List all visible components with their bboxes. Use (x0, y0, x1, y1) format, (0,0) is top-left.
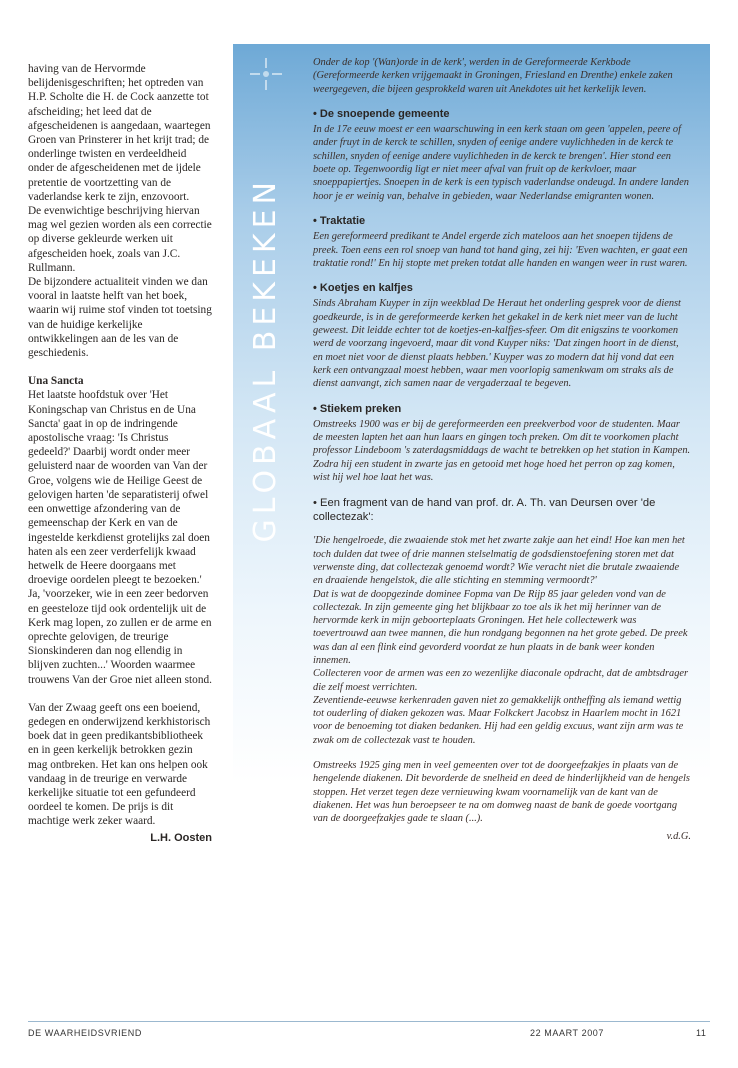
left-paragraph: De bijzondere actualiteit vinden we dan vooral in laatste helft van het boek, waarin wij ruime stof vinden tot toetsing van de huidige kerkelijke ontwikkelingen aan de les van de geschiedenis. (28, 276, 212, 360)
left-paragraph: De evenwichtige beschrijving hiervan mag wel gezien worden als een correctie op diverse gekleurde werken uit afgescheiden hoek, zoals van J.C. Rullmann. (28, 205, 212, 274)
section (313, 215, 691, 270)
left-paragraph: having van de Hervormde belijdenisgeschriften; het optreden van H.P. Scholte die H. de Cock aanzette tot afscheiding; het leed dat de afgescheidenen is aangedaan, waartegen Groen van Prinsterer in het krijt trad; de onderlinge twisten en verdeeldheid onder de afgescheidenen met de ijdele pretentie de voortzetting van de vaderlandse kerk te zijn, enzovoort. (28, 63, 211, 203)
intro-text-emphasis: Anekdotes (509, 83, 553, 95)
quote-paragraph: Collecteren voor de armen was een zo wezenlijke diaconale opdracht, dat de ambtsdrager die zelf moest verrichten. (313, 668, 689, 693)
sidebar-title-text: GLOBAAL BEKEKEN (247, 177, 283, 543)
section-heading: Una Sancta (28, 375, 84, 388)
section-title: • Koetjes en kalfjes (313, 282, 413, 295)
fragment-title: • Een fragment van de hand van prof. dr. A. Th. van Deursen over 'de collectezak': (313, 497, 656, 524)
quote-paragraph: Zeventiende-eeuwse kerkenraden gaven niet zo gemakkelijk ontheffing als iemand wettig tot ouderling of diaken gekozen was. Maar Folkckert Jacobsz in Haarlem mocht in 1621 voor de benoeming tot diaken bedanken. Hij had een geldig excuus, want zijn arm was te zwak om de collectezak vast te houden. (313, 694, 684, 746)
footer-rule (28, 1021, 710, 1022)
left-paragraph: Ja, 'voorzeker, wie in een zeer bedorven en geesteloze tijd ook ordentelijk uit de Kerk mag lopen, zo zullen er de arme en oprechte gelovigen, de treurige Sionskinderen dan nog ellendig in blijven zuchten...' Woorden waarmee trouwens Van der Groe niet alleen stond. (28, 588, 212, 686)
page-number: 11 (696, 1028, 707, 1038)
section (313, 108, 691, 203)
section (313, 282, 691, 390)
section-body: Sinds Abraham Kuyper in zijn weekblad De Heraut het onderling gesprek voor de dienst goedkeurde, is in de gereformeerde kerken het gekakel in de kerk niet meer van de lucht geweest. Dit leidde echter tot de koetjes-en-kalfjes-sfeer. Om dit enigszins te voorkomen werd de voorzang ingevoerd, maar dit vond Kuyper niks: 'Dat zingen hoort in de dienst, en moet niet voor de dienst plaats hebben.' Kuyper was zo modern dat hij vond dat een kerk een ontvangzaal moest hebben, waar men voorlopig samenkwam om straks als de dienst aanvangt, zich samen naar de vergaderzaal te begeven. (313, 298, 681, 390)
intro-paragraph (313, 56, 691, 96)
intro-text: Onder de kop '(Wan)orde in de kerk', werden in de (313, 57, 525, 68)
section-title: • De snoepende gemeente (313, 107, 450, 120)
intro-text: (Gereformeerde kerken vrijgemaakt in Groningen, Friesland en Drenthe) enkele zaken weergegeven, die bijeen gesprokkeld waren uit (313, 70, 673, 95)
footer-date: 22 MAART 2007 (530, 1028, 605, 1038)
quote-paragraph: Dat is wat de doopgezinde dominee Fopma van De Rijp 85 jaar geleden vond van de collectezak. In zijn gemeente ging het blijkbaar zo toe als ik het mij herinner van de hervormde kerk in mijn geboorteplaats Groningen. Het hele collectewerk was toevertrouwd aan twee mannen, die hun rondgang begonnen na het grote gebed. De preek was dan al een flink eind gevorderd voordat ze hun plaats in de bank weer konden innemen. (313, 588, 688, 666)
section-title: • Stiekem preken (313, 402, 402, 415)
right-column (313, 56, 691, 843)
footer-publication: DE WAARHEIDSVRIEND (28, 1028, 142, 1038)
intro-text: uit het kerkelijk leven. (552, 83, 647, 95)
intro-text-emphasis: Gereformeerde Kerkbode (524, 57, 631, 68)
left-column (28, 62, 212, 845)
sidebar-title (236, 177, 294, 543)
quote-paragraph: 'Die hengelroede, die zwaaiende stok met het zwarte zakje aan het eind! Hoe kan men het toch dulden dat twee of drie mannen stelselmatig de godsdienstoefening storen met dat verwenste ding, dat collectezak genoemd wordt? Wie veracht niet die brutale zwaaiende en draaiende hengelstok, die alle stichting en stemming vermoordt?' (313, 535, 685, 587)
section-body: In de 17e eeuw moest er een waarschuwing in een kerk staan om geen 'appelen, peere of ander fruyt in de kerck te schillen, snyden of eenige andere vuylichheden in de kerck te schillen, snyden of eenige andere vuylichheden in de kerck te brengen'. Hier stond een boete op. Tegenwoordig ligt er niet meer afval van fruit op de kerkvloer, maar snoeppapiertjes. Snoepen in de kerk is een typisch vaderlandse ondeugd. In andere landen hoor je er weinig van, behalve in gebieden, waar Nederlandse emigranten wonen. (313, 124, 689, 202)
section-body: Een gereformeerd predikant te Andel ergerde zich mateloos aan het snoepen tijdens de preek. Toen eens een rol snoep van hand tot hand ging, zei hij: 'Even wachten, er gaat een traktatie rond!' En hij stopte met preken totdat alle handen en wangen weer in rust waren. (313, 231, 688, 269)
left-paragraph: Het laatste hoofdstuk over 'Het Koningschap van Christus en de Una Sancta' gaat in op de indringende apostolische vraag: 'Is Christus gedeeld?' Daarbij wordt onder meer geluisterd naar de woorden van Van der Groe, volgens wie de Heilige Geest de gelovigen harten 'de separatisterij ofwel een onwettige afzondering van de gemeenschap der Kerk en van de ingestelde kerkdienst grotelijks zal doen haten als een zeer verderfelijk kwaad hetwelk de Heere doorgaans met droevige oordelen pleegt te bezoeken.' (28, 389, 210, 587)
ornament-icon (246, 54, 286, 94)
section (313, 403, 691, 485)
section-title: • Traktatie (313, 214, 366, 227)
section-body: Omstreeks 1900 was er bij de gereformeerden een preekverbod voor de studenten. Maar de meesten lapten het aan hun laars en gingen toch preken. Om dit te voorkomen placht professor Lindeboom 's zaterdagsmiddags de wacht te betrekken op het station in Kampen. Zodra hij een student in zwarte jas en getooid met hoge hoed het perron op zag komen, wist hij wel hoe laat het was. (313, 418, 691, 484)
left-paragraph: Van der Zwaag geeft ons een boeiend, gedegen en onderwijzend kerkhistorisch boek dat in geen predikantsbibliotheek en in geen kerkelijk betrokken gezin mag ontbreken. Het kan ons helpen ook vandaag in de treurige en verwarde kerkelijke situatie tot een gefundeerd oordeel te komen. De prijs is dit machtige werk zeker waard. (28, 701, 211, 828)
author-name: L.H. Oosten (150, 831, 212, 844)
closing-paragraph: Omstreeks 1925 ging men in veel gemeenten over tot de doorgeefzakjes in plaats van de hengelende diakenen. Dit bevorderde de snelheid en deed de hinderlijkheid van de hengels stoppen. Het verzet tegen deze vernieuwing kwam voornamelijk van de kant van de diakenen. Het was hun beroepseer te na om domweg naast de bank de goede voortgang van de doorgeefzakjes gade te slaan (...). (313, 760, 690, 825)
signature: v.d.G. (666, 830, 691, 842)
